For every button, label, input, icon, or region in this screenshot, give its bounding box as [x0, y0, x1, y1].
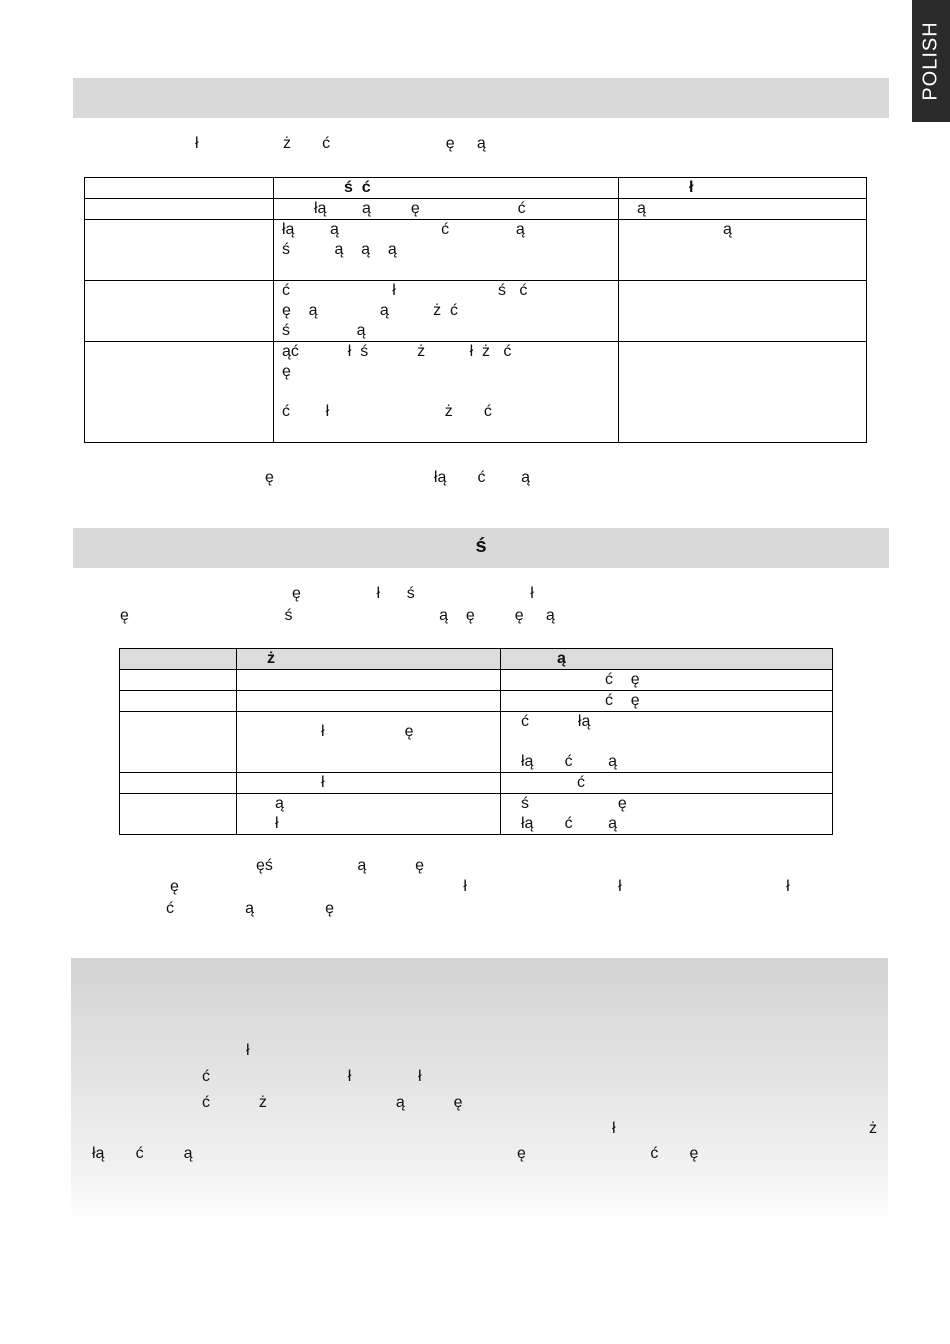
section2-header-band: [73, 528, 889, 568]
notice-line4: ł ż: [612, 1120, 877, 1137]
table-cell: [85, 220, 274, 281]
section1-after-text: ę łą ć ą: [265, 469, 530, 486]
notice-line1: ł: [246, 1042, 250, 1059]
table-header-cell: [85, 178, 274, 199]
language-tab-label: POLISH: [919, 21, 942, 101]
table-cell: ć ę: [501, 670, 833, 691]
table-cell: ć ł ś ć ę ą ą ż ć ś ą: [274, 281, 619, 342]
table-header-row: [120, 649, 833, 670]
table-cell: [619, 281, 867, 342]
table-cell: [120, 670, 237, 691]
section1-intro: ł ż ć ę ą: [195, 135, 486, 152]
notice-line3: ć ż ą ę: [202, 1094, 463, 1111]
section2-intro-line1: ę ł ś ł: [292, 585, 534, 602]
table-cell: [619, 342, 867, 443]
table-row: [85, 199, 867, 220]
table-header-cell: ł: [619, 178, 867, 199]
notice-line2: ć ł ł: [202, 1068, 422, 1085]
table-row: [120, 691, 833, 712]
table-cell: ć ę: [501, 691, 833, 712]
table-header-cell: ą: [501, 649, 833, 670]
table-cell: [85, 342, 274, 443]
table-row: [85, 281, 867, 342]
table-cell: łą ą ę ć: [274, 199, 619, 220]
table-header-cell: ś ć: [274, 178, 619, 199]
section1-header-band: [73, 78, 889, 118]
table-cell: [85, 281, 274, 342]
table-header-row: [85, 178, 867, 199]
table-cell: ą ł: [237, 794, 501, 835]
table-header-cell: ż: [237, 649, 501, 670]
table-cell: ą: [619, 199, 867, 220]
table-cell: ł ę: [237, 712, 501, 773]
table-cell: ć łą łą ć ą: [501, 712, 833, 773]
section2-after-line1: ęś ą ę: [256, 857, 425, 874]
section2-table: [119, 648, 833, 835]
table-cell: [237, 670, 501, 691]
table-cell: ś ę łą ć ą: [501, 794, 833, 835]
table-row: [85, 342, 867, 443]
table-cell: ąć ł ś ż ł ż ć ę ć ł ż ć: [274, 342, 619, 443]
table-cell: łą ą ć ą ś ą ą ą: [274, 220, 619, 281]
table-cell: [120, 712, 237, 773]
table-cell: [85, 199, 274, 220]
table-cell: [120, 794, 237, 835]
table-row: [120, 670, 833, 691]
table-cell: ą: [619, 220, 867, 281]
table-cell: ł: [237, 773, 501, 794]
table-cell: [237, 691, 501, 712]
notice-line5: łą ć ą ę ć ę: [92, 1145, 699, 1162]
table-cell: [120, 691, 237, 712]
section2-after-line2: ę ł ł ł: [170, 878, 790, 895]
table-row: [120, 773, 833, 794]
section2-intro-line2: ę ś ą ę ę ą: [120, 607, 555, 624]
table-cell: [120, 773, 237, 794]
section2-title: ś: [475, 535, 487, 557]
table-cell: ć: [501, 773, 833, 794]
section1-table: [84, 177, 867, 443]
table-row: [120, 794, 833, 835]
notice-box: [71, 958, 888, 1224]
language-tab: [912, 0, 950, 122]
table-header-cell: [120, 649, 237, 670]
table-row: [85, 220, 867, 281]
section2-after-line3: ć ą ę: [166, 900, 335, 917]
table-row: [120, 712, 833, 773]
